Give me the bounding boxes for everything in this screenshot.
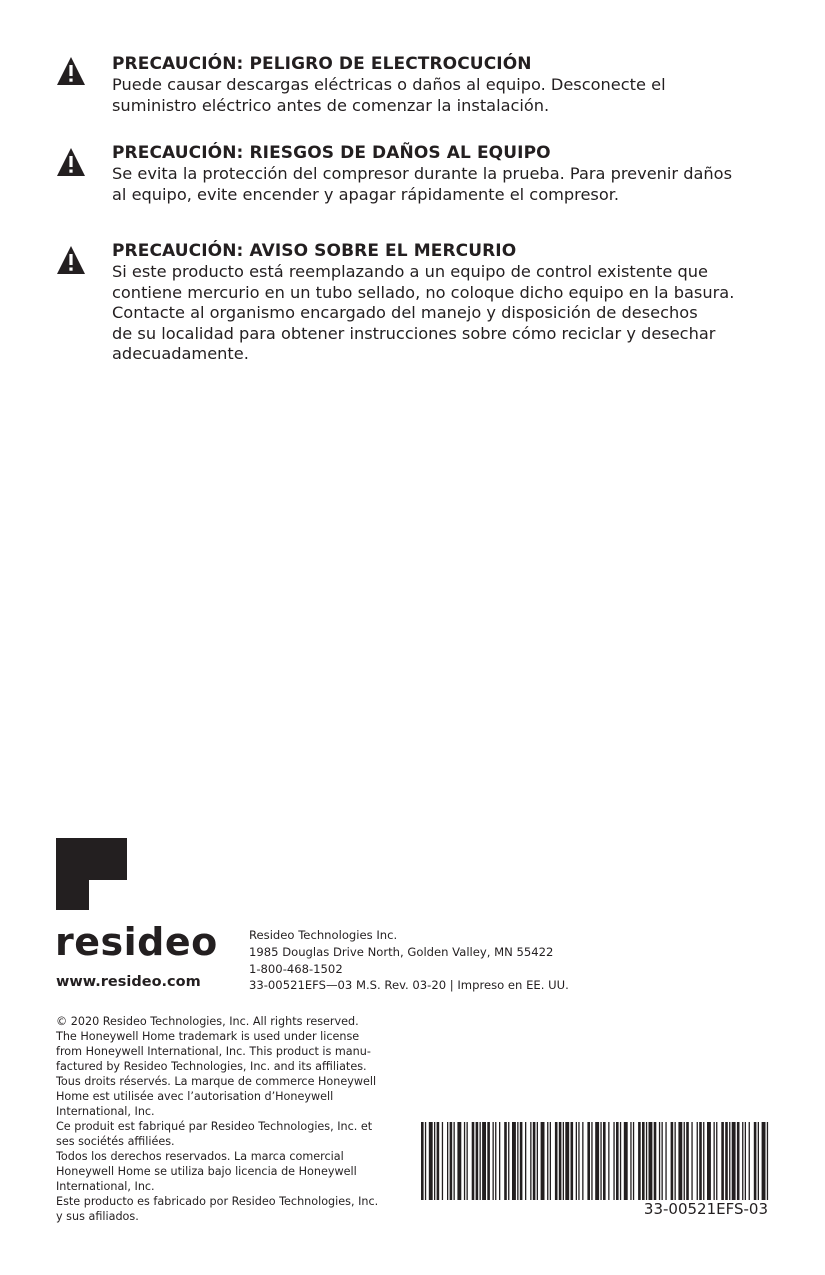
warning-title: PRECAUCIÓN: PELIGRO DE ELECTROCUCIÓN xyxy=(112,54,532,74)
resideo-logo-wordmark: resideo xyxy=(55,920,218,964)
warning-triangle-icon xyxy=(56,147,86,177)
warning-title: PRECAUCIÓN: RIESGOS DE DAÑOS AL EQUIPO xyxy=(112,143,551,163)
company-name: Resideo Technologies Inc. xyxy=(249,928,398,942)
address-block xyxy=(249,927,569,994)
warning-text: Se evita la protección del compresor durante la prueba. Para prevenir daños al equipo, evite encender y apagar rápidamente el compresor. xyxy=(112,164,733,204)
warning-triangle-icon xyxy=(56,245,86,275)
warning-triangle-icon xyxy=(56,56,86,86)
legal-notice: © 2020 Resideo Technologies, Inc. All rights reserved. The Honeywell Home trademark is used under license from Honeywell International, Inc. This product is manu- factured by Resideo Technologies, Inc. and its affiliates. Tous droits réservés. La marque de commerce Honeywell Home est utilisée avec l’autorisation d’Honeywell International, Inc. Ce produit est fabriqué par Resideo Technologies, Inc. et ses sociétés affiliées. Todos los derechos reservados. La marca comercial Honeywell Home se utiliza bajo licencia de Honeywell International, Inc. Este producto es fabricado por Resideo Technologies, Inc. y sus afiliados. xyxy=(56,1015,379,1223)
warning-text: Puede causar descargas eléctricas o daños al equipo. Desconecte el suministro eléctrico antes de comenzar la instalación. xyxy=(112,75,666,115)
warning-title: PRECAUCIÓN: AVISO SOBRE EL MERCURIO xyxy=(112,241,517,261)
warning-text: Si este producto está reemplazando a un equipo de control existente que contiene mercurio en un tubo sellado, no coloque dicho equipo en la basura. Contacte al organismo encargado del manejo y disposición de desechos de su localidad para obtener instrucciones sobre cómo reciclar y desechar adecuadamente. xyxy=(112,262,735,363)
street-address: 1985 Douglas Drive North, Golden Valley, MN 55422 xyxy=(249,944,554,959)
phone-number: 1-800-468-1502 xyxy=(249,961,343,976)
document-revision: 33-00521EFS—03 M.S. Rev. 03-20 | Impreso en EE. UU. xyxy=(249,978,569,993)
resideo-logo-mark-icon xyxy=(56,838,127,910)
barcode-label: 33-00521EFS-03 xyxy=(643,1200,768,1218)
barcode-icon xyxy=(421,1122,769,1200)
website-link[interactable]: www.resideo.com xyxy=(56,974,201,990)
